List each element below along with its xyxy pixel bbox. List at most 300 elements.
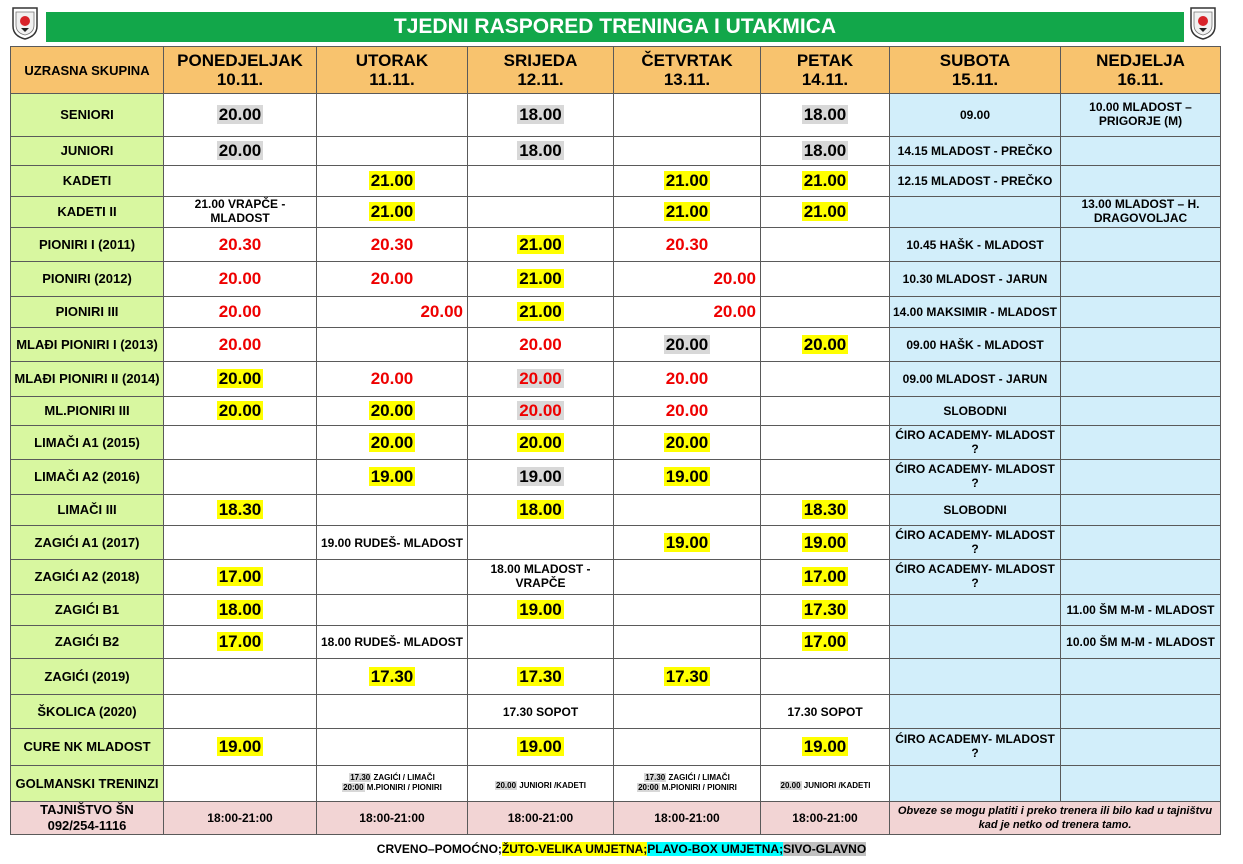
schedule-cell bbox=[164, 626, 317, 659]
training-time: 18.00 bbox=[803, 105, 847, 124]
schedule-cell bbox=[317, 766, 468, 802]
schedule-cell bbox=[317, 137, 468, 166]
schedule-cell bbox=[761, 166, 890, 197]
schedule-cell bbox=[1061, 362, 1221, 397]
schedule-cell bbox=[164, 328, 317, 362]
schedule-cell bbox=[761, 595, 890, 626]
group-name: CURE NK MLADOST bbox=[11, 729, 164, 766]
training-time: 18.00 bbox=[519, 141, 562, 160]
schedule-cell bbox=[468, 297, 614, 328]
schedule-cell bbox=[761, 228, 890, 262]
office-hours: 18:00-21:00 bbox=[614, 802, 761, 835]
schedule-cell bbox=[317, 460, 468, 495]
schedule-cell bbox=[468, 426, 614, 460]
group-name: GOLMANSKI TRENINZI bbox=[11, 766, 164, 802]
training-time: 20.00 bbox=[665, 432, 709, 452]
training-time: 17.00 bbox=[218, 567, 262, 586]
schedule-cell bbox=[468, 362, 614, 397]
group-name: KADETI bbox=[11, 166, 164, 197]
schedule-cell bbox=[317, 94, 468, 137]
schedule-cell bbox=[468, 328, 614, 362]
training-time: 21.00 bbox=[665, 171, 709, 190]
training-time: 20.00 bbox=[713, 302, 756, 321]
color-legend bbox=[0, 841, 1243, 857]
schedule-cell bbox=[1061, 659, 1221, 695]
schedule-cell bbox=[468, 197, 614, 228]
schedule-cell bbox=[614, 495, 761, 526]
training-time: 20.00 bbox=[713, 269, 756, 288]
schedule-cell bbox=[614, 362, 761, 397]
group-name: ML.PIONIRI III bbox=[11, 397, 164, 426]
day-name: SRIJEDA bbox=[503, 51, 578, 70]
event-text: ĆIRO ACADEMY- MLADOST ? bbox=[895, 527, 1055, 556]
group-name: ŠKOLICA (2020) bbox=[11, 695, 164, 729]
schedule-cell bbox=[761, 766, 890, 802]
schedule-cell bbox=[614, 166, 761, 197]
schedule-cell bbox=[761, 626, 890, 659]
schedule-cell bbox=[890, 397, 1061, 426]
schedule-cell bbox=[164, 426, 317, 460]
schedule-cell bbox=[614, 94, 761, 137]
schedule-cell bbox=[468, 166, 614, 197]
schedule-cell bbox=[164, 595, 317, 626]
schedule-cell bbox=[890, 362, 1061, 397]
schedule-cell bbox=[317, 659, 468, 695]
schedule-cell bbox=[761, 262, 890, 297]
schedule-cell bbox=[761, 495, 890, 526]
schedule-cell bbox=[761, 426, 890, 460]
office-hours: 18:00-21:00 bbox=[164, 802, 317, 835]
schedule-cell bbox=[468, 766, 614, 802]
day-date: 12.11. bbox=[517, 70, 564, 89]
legend-red: CRVENO–POMOĆNO; bbox=[376, 842, 502, 856]
event-text: 10.00 ŠM M-M - MLADOST bbox=[1066, 635, 1215, 649]
group-name: KADETI II bbox=[11, 197, 164, 228]
schedule-cell bbox=[1061, 137, 1221, 166]
schedule-cell bbox=[614, 766, 761, 802]
schedule-cell bbox=[614, 328, 761, 362]
schedule-cell bbox=[890, 595, 1061, 626]
event-text: 19.00 RUDEŠ- MLADOST bbox=[320, 535, 464, 550]
group-name: MLAĐI PIONIRI I (2013) bbox=[11, 328, 164, 362]
event-text: 18.00 RUDEŠ- MLADOST bbox=[320, 635, 464, 649]
group-name: MLAĐI PIONIRI II (2014) bbox=[11, 362, 164, 397]
event-text: 10.00 MLADOST – PRIGORJE (M) bbox=[1089, 100, 1192, 128]
day-header-fri bbox=[761, 47, 890, 94]
page-title: TJEDNI RASPORED TRENINGA I UTAKMICA bbox=[46, 12, 1184, 42]
training-time: 17.30 bbox=[803, 600, 847, 619]
event-text: 14.00 MAKSIMIR - MLADOST bbox=[892, 305, 1057, 319]
schedule-row bbox=[11, 228, 1221, 262]
schedule-cell bbox=[1061, 595, 1221, 626]
schedule-cell bbox=[468, 695, 614, 729]
office-hours: 18:00-21:00 bbox=[317, 802, 468, 835]
schedule-cell bbox=[164, 297, 317, 328]
schedule-cell bbox=[890, 460, 1061, 495]
schedule-row bbox=[11, 495, 1221, 526]
schedule-cell bbox=[890, 426, 1061, 460]
schedule-cell bbox=[614, 426, 761, 460]
training-time: 19.00 bbox=[803, 737, 847, 756]
training-time: 20.00 bbox=[519, 369, 562, 388]
schedule-cell bbox=[317, 595, 468, 626]
day-date: 16.11. bbox=[1117, 70, 1164, 89]
day-name: ČETVRTAK bbox=[641, 51, 733, 70]
schedule-cell bbox=[164, 766, 317, 802]
schedule-cell bbox=[890, 197, 1061, 228]
training-time: 20.00 bbox=[370, 369, 414, 388]
schedule-row bbox=[11, 695, 1221, 729]
event-text: 11.00 ŠM M-M - MLADOST bbox=[1066, 603, 1215, 617]
schedule-row bbox=[11, 426, 1221, 460]
schedule-cell bbox=[468, 262, 614, 297]
schedule-cell bbox=[164, 397, 317, 426]
training-time: 19.00 bbox=[665, 532, 709, 552]
training-time: 20.00 bbox=[519, 432, 562, 452]
training-time: 18.00 bbox=[519, 500, 562, 519]
schedule-cell bbox=[614, 729, 761, 766]
event-text: ĆIRO ACADEMY- MLADOST ? bbox=[895, 427, 1055, 456]
day-name: PONEDJELJAK bbox=[177, 51, 303, 70]
schedule-cell bbox=[1061, 197, 1221, 228]
schedule-row bbox=[11, 595, 1221, 626]
training-time: 20.00 bbox=[218, 105, 262, 124]
schedule-cell bbox=[164, 262, 317, 297]
training-time: 18.30 bbox=[803, 500, 847, 519]
training-time: 17.00 bbox=[803, 567, 847, 586]
legend-gray: SIVO-GLAVNO bbox=[783, 842, 867, 856]
schedule-cell bbox=[761, 560, 890, 595]
schedule-cell bbox=[614, 460, 761, 495]
gk-schedule-wed: 20.00 JUNIORI /KADETI bbox=[496, 780, 586, 790]
event-text: 17.30 SOPOT bbox=[787, 704, 863, 719]
schedule-cell bbox=[1061, 262, 1221, 297]
schedule-row bbox=[11, 262, 1221, 297]
schedule-cell bbox=[317, 695, 468, 729]
training-time: 20.00 bbox=[370, 432, 414, 452]
schedule-cell bbox=[1061, 397, 1221, 426]
schedule-row bbox=[11, 94, 1221, 137]
schedule-cell bbox=[317, 626, 468, 659]
event-text: ĆIRO ACADEMY- MLADOST ? bbox=[895, 462, 1055, 490]
training-time: 19.00 bbox=[519, 737, 562, 756]
schedule-cell bbox=[1061, 460, 1221, 495]
schedule-cell bbox=[164, 526, 317, 560]
schedule-cell bbox=[468, 659, 614, 695]
event-text: 10.45 HAŠK - MLADOST bbox=[906, 237, 1044, 252]
schedule-cell bbox=[468, 560, 614, 595]
day-name: SUBOTA bbox=[939, 51, 1011, 70]
training-time: 21.00 bbox=[665, 202, 709, 221]
schedule-row bbox=[11, 729, 1221, 766]
training-time: 18.30 bbox=[218, 500, 262, 519]
day-name: UTORAK bbox=[355, 51, 429, 70]
schedule-cell bbox=[1061, 560, 1221, 595]
schedule-cell bbox=[164, 729, 317, 766]
schedule-cell bbox=[317, 526, 468, 560]
training-time: 20.00 bbox=[218, 369, 262, 388]
group-name: PIONIRI (2012) bbox=[11, 262, 164, 297]
schedule-cell bbox=[761, 197, 890, 228]
training-time: 20.00 bbox=[420, 302, 463, 321]
schedule-cell bbox=[1061, 695, 1221, 729]
day-name: PETAK bbox=[796, 51, 854, 70]
group-name: PIONIRI III bbox=[11, 297, 164, 328]
training-time: 20.00 bbox=[665, 334, 709, 354]
schedule-cell bbox=[614, 197, 761, 228]
event-text: ĆIRO ACADEMY- MLADOST ? bbox=[895, 562, 1055, 590]
schedule-row bbox=[11, 626, 1221, 659]
training-time: 18.00 bbox=[218, 600, 262, 619]
schedule-cell bbox=[890, 659, 1061, 695]
training-time: 17.30 bbox=[519, 666, 562, 686]
schedule-cell bbox=[1061, 94, 1221, 137]
event-text: 10.30 MLADOST - JARUN bbox=[902, 272, 1048, 286]
training-time: 19.00 bbox=[803, 532, 847, 552]
schedule-cell bbox=[317, 166, 468, 197]
schedule-row bbox=[11, 362, 1221, 397]
group-name: ZAGIĆI (2019) bbox=[11, 659, 164, 695]
schedule-cell bbox=[890, 228, 1061, 262]
schedule-table bbox=[10, 46, 1221, 835]
schedule-cell bbox=[1061, 228, 1221, 262]
schedule-cell bbox=[614, 626, 761, 659]
legend-blue: PLAVO-BOX UMJETNA; bbox=[647, 842, 784, 856]
day-header-tue bbox=[317, 47, 468, 94]
training-time: 21.00 bbox=[519, 302, 562, 321]
schedule-cell bbox=[468, 595, 614, 626]
day-date: 13.11. bbox=[663, 70, 711, 89]
group-name: ZAGIĆI A1 (2017) bbox=[11, 526, 164, 560]
group-name: ZAGIĆI B2 bbox=[11, 626, 164, 659]
schedule-cell bbox=[761, 137, 890, 166]
gk-schedule-tue: 17.30 ZAGIĆI / LIMAČI 20:00 M.PIONIRI / PIONIRI bbox=[343, 772, 442, 792]
schedule-cell bbox=[468, 460, 614, 495]
schedule-row bbox=[11, 460, 1221, 495]
schedule-row bbox=[11, 137, 1221, 166]
training-time: 19.00 bbox=[519, 467, 562, 486]
group-name: JUNIORI bbox=[11, 137, 164, 166]
schedule-cell bbox=[614, 695, 761, 729]
day-date: 15.11. bbox=[951, 70, 999, 89]
training-time: 20.00 bbox=[519, 401, 562, 420]
schedule-cell bbox=[468, 495, 614, 526]
training-time: 20.00 bbox=[519, 334, 562, 354]
schedule-cell bbox=[890, 729, 1061, 766]
schedule-cell bbox=[761, 729, 890, 766]
schedule-cell bbox=[761, 397, 890, 426]
training-time: 19.00 bbox=[218, 737, 262, 756]
schedule-row bbox=[11, 197, 1221, 228]
group-name: LIMAČI A1 (2015) bbox=[11, 426, 164, 460]
event-text: 13.00 MLADOST – H. DRAGOVOLJAC bbox=[1081, 197, 1200, 225]
schedule-row bbox=[11, 297, 1221, 328]
training-time: 17.30 bbox=[370, 666, 414, 686]
day-header-sat bbox=[890, 47, 1061, 94]
training-time: 21.00 bbox=[519, 269, 562, 288]
schedule-cell bbox=[164, 695, 317, 729]
schedule-cell bbox=[164, 362, 317, 397]
training-time: 20.00 bbox=[665, 369, 709, 388]
goalkeeper-row bbox=[11, 766, 1221, 802]
schedule-cell bbox=[317, 262, 468, 297]
schedule-cell bbox=[164, 460, 317, 495]
schedule-cell bbox=[317, 729, 468, 766]
day-date: 14.11. bbox=[801, 70, 849, 89]
training-time: 20.00 bbox=[218, 269, 262, 288]
training-time: 20.30 bbox=[665, 234, 709, 254]
group-name: SENIORI bbox=[11, 94, 164, 137]
group-name: PIONIRI I (2011) bbox=[11, 228, 164, 262]
training-time: 17.00 bbox=[803, 632, 847, 651]
training-time: 19.00 bbox=[665, 467, 709, 486]
schedule-cell bbox=[468, 626, 614, 659]
schedule-cell bbox=[317, 197, 468, 228]
event-text: 09.00 MLADOST - JARUN bbox=[902, 372, 1048, 386]
schedule-cell bbox=[317, 362, 468, 397]
schedule-cell bbox=[614, 397, 761, 426]
schedule-cell bbox=[890, 695, 1061, 729]
schedule-cell bbox=[890, 166, 1061, 197]
schedule-cell bbox=[164, 197, 317, 228]
schedule-cell bbox=[164, 560, 317, 595]
day-header-wed bbox=[468, 47, 614, 94]
schedule-cell bbox=[1061, 626, 1221, 659]
schedule-cell bbox=[614, 297, 761, 328]
schedule-cell bbox=[890, 526, 1061, 560]
event-text: ĆIRO ACADEMY- MLADOST ? bbox=[895, 732, 1055, 760]
event-text: 12.15 MLADOST - PREČKO bbox=[897, 174, 1053, 188]
schedule-cell bbox=[468, 526, 614, 560]
training-time: 21.00 bbox=[370, 171, 414, 190]
training-time: 19.00 bbox=[519, 600, 562, 619]
schedule-cell bbox=[890, 495, 1061, 526]
event-text: 17.30 SOPOT bbox=[502, 704, 579, 719]
group-name: TAJNIŠTVO ŠN 092/254-1116 bbox=[11, 802, 164, 835]
day-name: NEDJELJA bbox=[1096, 51, 1185, 70]
schedule-cell bbox=[761, 659, 890, 695]
event-text: SLOBODNI bbox=[943, 503, 1007, 517]
event-text: 09.00 bbox=[959, 108, 991, 122]
schedule-cell bbox=[164, 94, 317, 137]
schedule-row bbox=[11, 328, 1221, 362]
schedule-cell bbox=[317, 328, 468, 362]
training-time: 21.00 bbox=[803, 202, 847, 221]
schedule-cell bbox=[614, 560, 761, 595]
office-hours: 18:00-21:00 bbox=[468, 802, 614, 835]
payment-note: Obveze se mogu platiti i preko trenera ili bilo kad u tajništvu kad je netko od trenera tamo. bbox=[890, 802, 1221, 835]
schedule-cell bbox=[761, 526, 890, 560]
training-time: 20.30 bbox=[370, 234, 414, 254]
event-text: 14.15 MLADOST - PREČKO bbox=[897, 144, 1053, 158]
schedule-cell bbox=[890, 137, 1061, 166]
schedule-cell bbox=[1061, 297, 1221, 328]
training-time: 17.00 bbox=[218, 632, 262, 651]
day-header-thu bbox=[614, 47, 761, 94]
legend-yellow: ŽUTO-VELIKA UMJETNA; bbox=[501, 842, 648, 856]
training-time: 20.00 bbox=[218, 302, 262, 321]
schedule-cell bbox=[164, 495, 317, 526]
schedule-cell bbox=[761, 328, 890, 362]
schedule-row bbox=[11, 166, 1221, 197]
schedule-cell bbox=[890, 560, 1061, 595]
schedule-cell bbox=[614, 228, 761, 262]
schedule-cell bbox=[317, 426, 468, 460]
training-time: 20.00 bbox=[370, 401, 414, 420]
club-crest-logo bbox=[1188, 6, 1218, 40]
group-column-header: UZRASNA SKUPINA bbox=[11, 47, 164, 94]
day-date: 10.11. bbox=[216, 70, 264, 89]
schedule-cell bbox=[614, 595, 761, 626]
event-text: 09.00 HAŠK - MLADOST bbox=[906, 337, 1044, 352]
schedule-cell bbox=[614, 526, 761, 560]
group-name: LIMAČI A2 (2016) bbox=[11, 460, 164, 495]
club-crest-logo bbox=[10, 6, 40, 40]
schedule-cell bbox=[468, 94, 614, 137]
day-date: 11.11. bbox=[369, 70, 415, 89]
header-row bbox=[11, 47, 1221, 94]
schedule-cell bbox=[1061, 729, 1221, 766]
training-time: 20.00 bbox=[218, 141, 262, 160]
training-time: 20.00 bbox=[370, 269, 414, 288]
schedule-row bbox=[11, 560, 1221, 595]
gk-schedule-fri: 20.00 JUNIORI /KADETI bbox=[780, 780, 871, 790]
schedule-cell bbox=[890, 262, 1061, 297]
training-time: 21.00 bbox=[370, 202, 414, 221]
training-time: 18.00 bbox=[519, 105, 562, 124]
schedule-cell bbox=[164, 659, 317, 695]
schedule-cell bbox=[1061, 166, 1221, 197]
schedule-cell bbox=[761, 94, 890, 137]
schedule-cell bbox=[614, 262, 761, 297]
schedule-cell bbox=[890, 297, 1061, 328]
schedule-cell bbox=[1061, 766, 1221, 802]
schedule-cell bbox=[890, 328, 1061, 362]
schedule-cell bbox=[1061, 426, 1221, 460]
training-time: 18.00 bbox=[803, 141, 847, 160]
schedule-cell bbox=[164, 228, 317, 262]
schedule-cell bbox=[1061, 495, 1221, 526]
schedule-cell bbox=[317, 560, 468, 595]
training-time: 19.00 bbox=[370, 467, 414, 486]
secretariat-row bbox=[11, 802, 1221, 835]
schedule-cell bbox=[1061, 328, 1221, 362]
office-hours: 18:00-21:00 bbox=[761, 802, 890, 835]
schedule-cell bbox=[468, 137, 614, 166]
training-time: 20.00 bbox=[665, 401, 709, 420]
schedule-row bbox=[11, 659, 1221, 695]
training-time: 20.00 bbox=[218, 401, 262, 420]
group-name: LIMAČI III bbox=[11, 495, 164, 526]
day-header-sun bbox=[1061, 47, 1221, 94]
group-name: ZAGIĆI A2 (2018) bbox=[11, 560, 164, 595]
schedule-cell bbox=[890, 766, 1061, 802]
schedule-cell bbox=[761, 695, 890, 729]
schedule-cell bbox=[614, 659, 761, 695]
training-time: 20.00 bbox=[803, 334, 847, 354]
schedule-row bbox=[11, 397, 1221, 426]
event-text: SLOBODNI bbox=[943, 404, 1007, 418]
schedule-cell bbox=[164, 166, 317, 197]
schedule-row bbox=[11, 526, 1221, 560]
schedule-cell bbox=[468, 228, 614, 262]
schedule-cell bbox=[761, 362, 890, 397]
day-header-mon bbox=[164, 47, 317, 94]
schedule-cell bbox=[317, 228, 468, 262]
training-time: 20.00 bbox=[218, 334, 262, 354]
schedule-cell bbox=[317, 297, 468, 328]
schedule-cell bbox=[164, 137, 317, 166]
